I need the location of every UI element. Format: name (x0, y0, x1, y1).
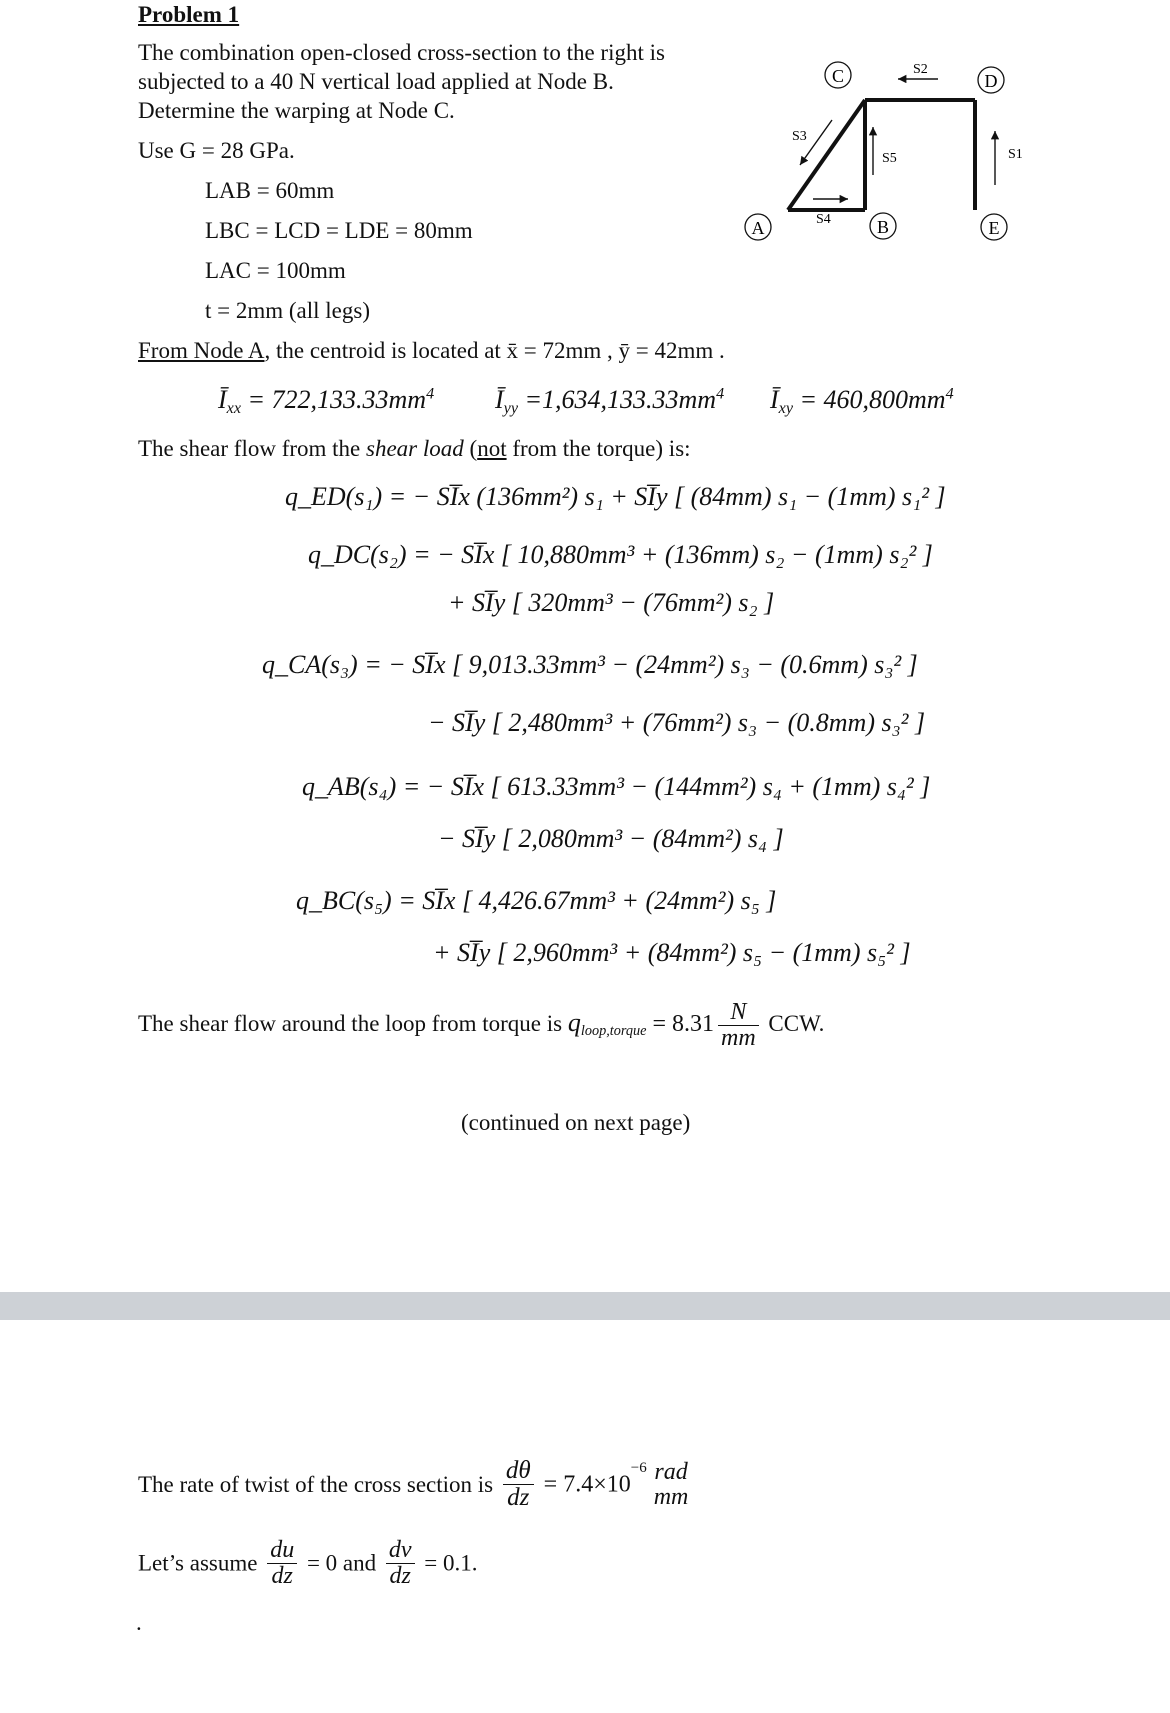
s2-label: S2 (913, 62, 928, 77)
eq-ca-1: q_CA(s₃) = − SI̅x [ 9,013.33mm³ − (24mm²) s₃ − (0.6mm) s₃² ] (262, 650, 918, 679)
svg-text:C: C (831, 66, 845, 86)
eq-ca-2: − SI̅y [ 2,480mm³ + (76mm²) s₃ − (0.8mm) s₃² ] (428, 708, 926, 737)
node-e (981, 214, 1007, 240)
inertia-ixy: $Ī_{xy} = 460,800mm^4$ (770, 385, 954, 417)
svg-text:B: B (876, 217, 890, 237)
page-divider (0, 1292, 1170, 1320)
svg-text:E: E (988, 218, 1000, 238)
loop-line: The shear flow around the loop from torque is $q_{loop,torque} = 8.31$ $\frac{N}{mm}$ CCW. (138, 999, 825, 1052)
shear-intro: The shear flow from the shear load (not from the torque) is: (138, 436, 691, 461)
node-b (870, 213, 896, 239)
centroid-lead: From Node A (138, 338, 265, 363)
intro-line-1: The combination open-closed cross-section to the right is (138, 40, 665, 65)
given-lac: LAC = 100mm (205, 258, 346, 283)
intro-line-3: Determine the warping at Node C. (138, 98, 455, 123)
eq-ab-2: − SI̅y [ 2,080mm³ − (84mm²) s₄ ] (438, 824, 784, 853)
given-t: t = 2mm (all legs) (205, 298, 370, 323)
s5-label: S5 (882, 151, 897, 166)
centroid-line (138, 338, 725, 364)
given-lbc: LBC = LCD = LDE = 80mm (205, 218, 473, 243)
s3-label: S3 (792, 129, 807, 144)
s4-label: S4 (816, 212, 831, 227)
eq-dc-1: q_DC(s₂) = − SI̅x [ 10,880mm³ + (136mm) s₂ − (1mm) s₂² ] (308, 540, 933, 569)
given-lab: LAB = 60mm (205, 178, 335, 203)
cross-section-diagram (730, 25, 1030, 255)
inertia-iyy: $Ī_{yy} =1,634,133.33mm^4$ (495, 385, 725, 417)
eq-bc-1: q_BC(s₅) = SI̅x [ 4,426.67mm³ + (24mm²) s₅ ] (296, 886, 777, 915)
eq-dc-2: + SI̅y [ 320mm³ − (76mm²) s₂ ] (448, 588, 775, 617)
centroid-rest: , the centroid is located at x̄ = 72mm , ȳ = 42mm . (264, 338, 725, 363)
continued-note: (continued on next page) (461, 1110, 691, 1135)
s1-label: S1 (1008, 147, 1023, 162)
twist-line: The rate of twist of the cross section is $\frac{d\theta}{dz}$ = $7.4\times 10^{-6}$ rad mm (138, 1457, 689, 1512)
problem-title: Problem 1 (138, 2, 240, 27)
intro-line-2: subjected to a 40 N vertical load applied at Node B. (138, 69, 614, 94)
node-a (745, 214, 771, 240)
eq-ed: q_ED(s₁) = − SI̅x (136mm²) s₁ + SI̅y [ (84mm) s₁ − (1mm) s₁² ] (285, 482, 946, 511)
given-g: Use G = 28 GPa. (138, 138, 295, 163)
svg-text:D: D (984, 71, 998, 91)
inertia-ixx: $Ī_{xx} = 722,133.33mm^4$ (218, 385, 435, 417)
svg-text:A: A (751, 218, 765, 238)
assume-line: Let’s assume $\frac{du}{dz}$ = 0 and $\frac{dv}{dz}$ = 0.1. (138, 1537, 478, 1590)
leg-ac (788, 100, 865, 210)
eq-bc-2: + SI̅y [ 2,960mm³ + (84mm²) s₅ − (1mm) s₅² ] (433, 938, 911, 967)
node-c (825, 62, 851, 88)
trailing-dot: . (136, 1610, 142, 1635)
node-d (978, 67, 1004, 93)
eq-ab-1: q_AB(s₄) = − SI̅x [ 613.33mm³ − (144mm²) s₄ + (1mm) s₄² ] (302, 772, 931, 801)
